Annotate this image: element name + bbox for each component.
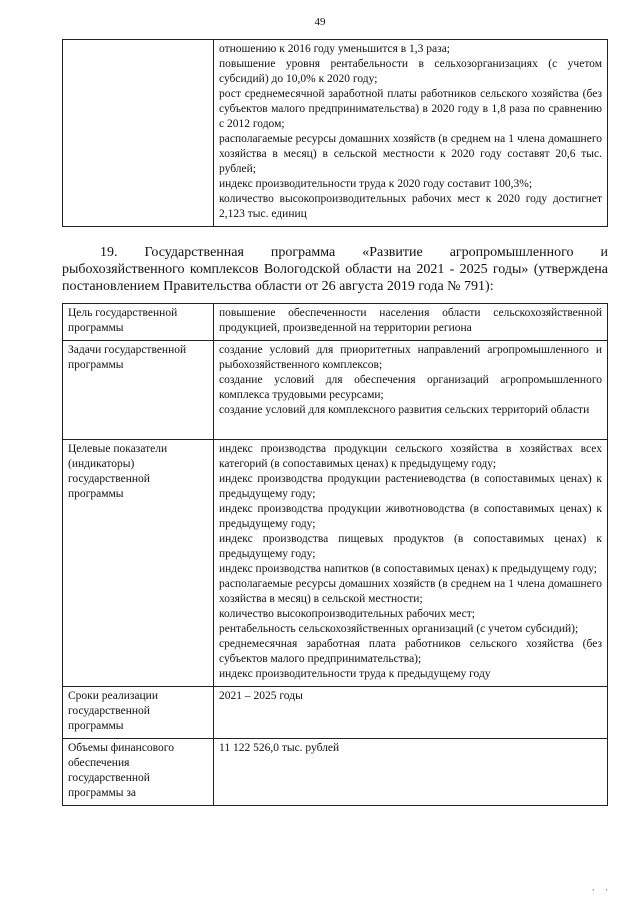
empty-label-cell xyxy=(63,40,214,227)
list-item: создание условий для комплексного развития сельских территорий области xyxy=(219,404,590,416)
row-label-goal: Цель государственной программы xyxy=(63,304,214,341)
list-item: количество высокопроизводительных рабочих мест к 2020 году достигнет 2,123 тыс. единиц xyxy=(219,193,602,220)
list-item: индекс производительности труда к 2020 году составит 100,3%; xyxy=(219,178,533,190)
continuation-table xyxy=(62,39,608,227)
list-item: индекс производства продукции животноводства (в сопоставимых ценах) к предыдущему году; xyxy=(219,503,602,530)
list-item: 2021 – 2025 годы xyxy=(219,690,303,702)
continuation-cell xyxy=(214,40,608,227)
page-number: 49 xyxy=(314,16,326,28)
list-item: количество высокопроизводительных рабочих мест; xyxy=(219,608,475,620)
table-row xyxy=(63,40,608,227)
list-item: создание условий для приоритетных направлений агропромышленного и рыбохозяйственного комплексов; xyxy=(219,344,602,371)
row-value-indicators xyxy=(214,440,608,687)
program-table xyxy=(62,303,608,806)
table-row xyxy=(63,341,608,440)
table-row xyxy=(63,687,608,739)
list-item: 11 122 526,0 тыс. рублей xyxy=(219,742,340,754)
list-item: повышение уровня рентабельности в сельхозорганизациях (с учетом субсидий) до 10,0% к 2020 году; xyxy=(219,58,602,85)
list-item: индекс производства напитков (в сопоставимых ценах) к предыдущему году; xyxy=(219,563,597,575)
row-label-indicators: Целевые показатели (индикаторы) государственной программы xyxy=(63,440,214,687)
list-item: располагаемые ресурсы домашних хозяйств (в среднем на 1 члена домашнего хозяйства в месяц) в сельской местности к 2020 году составят 20,6 тыс. рублей; xyxy=(219,133,602,175)
row-value-tasks xyxy=(214,341,608,440)
section-heading: 19. Государственная программа «Развитие агропромышленного и рыбохозяйственного комплексов Вологодской области на 2021 - 2025 годы» (утверждена постановлением Правительства области от 26 августа 2019 года № 791): xyxy=(62,245,608,294)
list-item: отношению к 2016 году уменьшится в 1,3 раза; xyxy=(219,43,450,55)
table-row xyxy=(63,440,608,687)
row-value-goal xyxy=(214,304,608,341)
table-row xyxy=(63,304,608,341)
list-item: индекс производства продукции растениеводства (в сопоставимых ценах) к предыдущему году; xyxy=(219,473,602,500)
row-value-timeline xyxy=(214,687,608,739)
list-item: создание условий для обеспечения организаций агропромышленного комплекса трудовыми ресурсами; xyxy=(219,374,602,401)
row-value-funding xyxy=(214,739,608,806)
list-item: рентабельность сельскохозяйственных организаций (с учетом субсидий); xyxy=(219,623,579,635)
table-row xyxy=(63,739,608,806)
list-item: располагаемые ресурсы домашних хозяйств (в среднем на 1 члена домашнего хозяйства в месяц) в сельской местности; xyxy=(219,578,602,605)
list-item: рост среднемесячной заработной платы работников сельского хозяйства (без субъектов малого предпринимательства) в 2020 году в 1,8 раза по сравнению с 2012 годом; xyxy=(219,88,602,130)
row-label-timeline: Сроки реализации государственной программы xyxy=(63,687,214,739)
footer-marks: · · xyxy=(591,885,612,895)
list-item: среднемесячная заработная плата работников сельского хозяйства (без субъектов малого предпринимательства); xyxy=(219,638,602,665)
row-label-tasks: Задачи государственной программы xyxy=(63,341,214,440)
row-label-funding: Объемы финансового обеспечения государственной программы за xyxy=(63,739,214,806)
list-item: индекс производства пищевых продуктов (в сопоставимых ценах) к предыдущему году; xyxy=(219,533,602,560)
list-item: индекс производительности труда к предыдущему году xyxy=(219,668,491,680)
list-item: повышение обеспеченности населения области сельскохозяйственной продукцией, произведенной на территории региона xyxy=(219,307,602,334)
list-item: индекс производства продукции сельского хозяйства в хозяйствах всех категорий (в сопоставимых ценах) к предыдущему году; xyxy=(219,443,602,470)
